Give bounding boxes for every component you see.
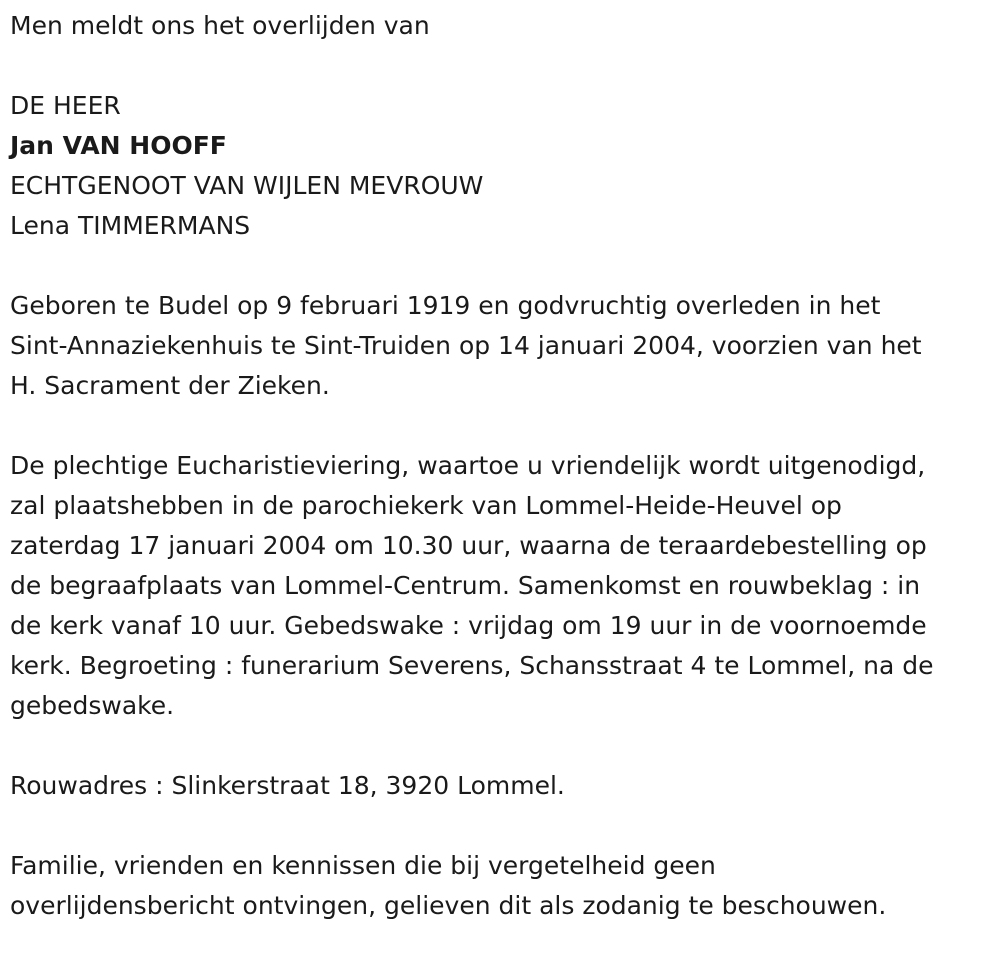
paragraph-line: Geboren te Budel op 9 februari 1919 en godvruchtig overleden in het [10, 291, 881, 320]
paragraph-line: kerk. Begroeting : funerarium Severens, Schansstraat 4 te Lommel, na de [10, 651, 934, 680]
deceased-name: Jan VAN HOOFF [10, 131, 227, 160]
mourning-address: Rouwadres : Slinkerstraat 18, 3920 Lommel. [10, 771, 565, 800]
paragraph-line: overlijdensbericht ontvingen, gelieven dit als zodanig te beschouwen. [10, 891, 887, 920]
spacer [10, 806, 990, 846]
spacer [10, 46, 990, 86]
paragraph-line: de begraafplaats van Lommel-Centrum. Samenkomst en rouwbeklag : in [10, 571, 921, 600]
relation-text: ECHTGENOOT VAN WIJLEN MEVROUW [10, 171, 484, 200]
paragraph-line: de kerk vanaf 10 uur. Gebedswake : vrijdag om 19 uur in de voornoemde [10, 611, 927, 640]
intro-text: Men meldt ons het overlijden van [10, 11, 430, 40]
salutation: DE HEER [10, 91, 121, 120]
ceremony-paragraph [10, 446, 990, 726]
spacer [10, 726, 990, 766]
paragraph-line: zal plaatshebben in de parochiekerk van Lommel-Heide-Heuvel op [10, 491, 842, 520]
spacer [10, 246, 990, 286]
paragraph-line: gebedswake. [10, 691, 175, 720]
paragraph-line: Sint-Annaziekenhuis te Sint-Truiden op 14 januari 2004, voorzien van het [10, 331, 922, 360]
spouse-name: Lena TIMMERMANS [10, 211, 251, 240]
closing-paragraph [10, 846, 990, 926]
spacer [10, 406, 990, 446]
paragraph-line: zaterdag 17 januari 2004 om 10.30 uur, waarna de teraardebestelling op [10, 531, 927, 560]
paragraph-line: De plechtige Eucharistieviering, waartoe u vriendelijk wordt uitgenodigd, [10, 451, 926, 480]
birth-death-paragraph [10, 286, 990, 406]
death-notice [10, 6, 990, 926]
paragraph-line: H. Sacrament der Zieken. [10, 371, 330, 400]
paragraph-line: Familie, vrienden en kennissen die bij vergetelheid geen [10, 851, 716, 880]
